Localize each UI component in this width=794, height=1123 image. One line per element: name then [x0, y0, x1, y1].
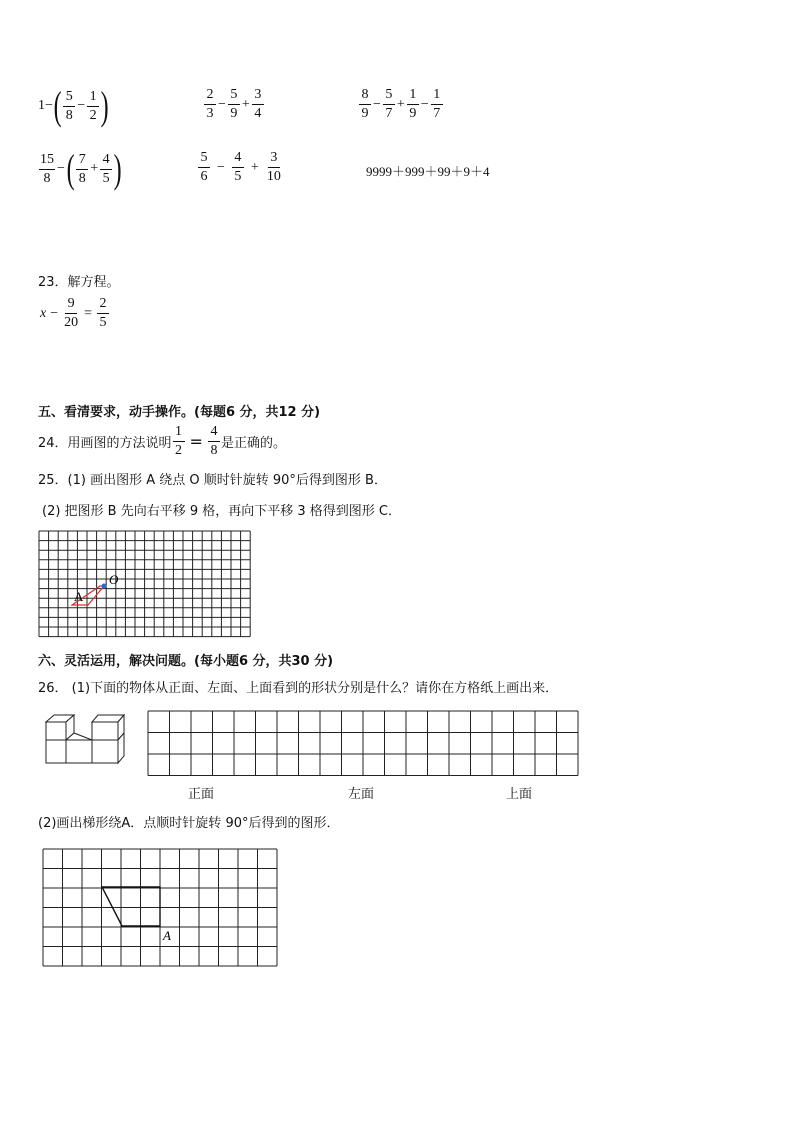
- grid-q25: [38, 530, 254, 640]
- question-26-part-2: (2)画出梯形绕A．点顺时针旋转 90°后得到的图形．: [38, 816, 340, 831]
- fraction: $\frac{5}{7}$: [383, 88, 395, 121]
- fraction: $\frac{4}{8}$: [208, 425, 220, 458]
- fraction: $\frac{4}{5}$: [232, 151, 244, 184]
- expression-1: [38, 83, 109, 128]
- fraction: $\frac{2}{3}$: [204, 88, 216, 121]
- fraction: $\frac{5}{9}$: [228, 88, 240, 121]
- grid-q26-views: [147, 710, 579, 778]
- fraction: $\frac{1}{7}$: [431, 88, 443, 121]
- fraction: $\frac{9}{20}$: [64, 296, 79, 330]
- expression-6: 9999＋999＋99＋9＋4: [366, 164, 490, 179]
- equation-23: x − $\frac{9}{20}$ = $\frac{2}{5}$: [40, 297, 110, 330]
- trapezoid-shape: [102, 887, 160, 926]
- fraction: $\frac{3}{4}$: [252, 88, 264, 121]
- question-25-part-1: 25．(1) 画出图形 A 绕点 O 顺时针旋转 90°后得到图形 B．: [38, 473, 387, 488]
- expression-3: $\frac{8}{9}$ − $\frac{5}{7}$ + $\frac{1}{9}$ − $\frac{1}{7}$: [358, 88, 444, 121]
- grid-q26-trapezoid: [42, 848, 280, 968]
- fraction: $\frac{5}{6}$: [198, 151, 210, 184]
- fraction: $\frac{15}{8}$: [40, 151, 54, 186]
- section-5-heading: 五、看清要求，动手操作。(每题6 分，共12 分): [38, 405, 321, 420]
- parenthesis-group: ( $\frac{7}{8}$ + $\frac{4}{5}$ ): [66, 146, 122, 191]
- fraction: $\frac{7}{8}$: [76, 153, 88, 186]
- fraction: $\frac{4}{5}$: [100, 153, 112, 186]
- label-o: O: [109, 572, 119, 587]
- fraction: $\frac{1}{2}$: [87, 90, 99, 123]
- cube-stack-figure: [44, 712, 126, 768]
- fraction: $\frac{1}{9}$: [407, 88, 419, 121]
- question-24: 24．用画图的方法说明 $\frac{1}{2}$ = $\frac{4}{8}$ 是正确的。: [38, 424, 286, 458]
- label-a-point: A: [163, 928, 171, 943]
- question-25-part-2: (2) 把图形 B 先向右平移 9 格，再向下平移 3 格得到图形 C．: [42, 504, 402, 519]
- point-o: [102, 584, 107, 589]
- label-a: A: [74, 589, 84, 604]
- view-label-front: 正面: [188, 787, 215, 802]
- fraction: $\frac{5}{8}$: [63, 90, 75, 123]
- expression-2: $\frac{2}{3}$ − $\frac{5}{9}$ + $\frac{3}{4}$: [203, 88, 265, 121]
- question-26-part-1: 26． (1)下面的物体从正面、左面、上面看到的形状分别是什么？请你在方格纸上画出来．: [38, 681, 559, 696]
- fraction: $\frac{8}{9}$: [359, 88, 371, 121]
- view-label-top: 上面: [506, 787, 533, 802]
- expr-lead: 1−: [38, 98, 53, 113]
- parenthesis-group: ( $\frac{5}{8}$ − $\frac{1}{2}$ ): [53, 83, 109, 128]
- fraction: $\frac{1}{2}$: [173, 425, 185, 458]
- fraction: $\frac{2}{5}$: [97, 297, 109, 330]
- expression-5: $\frac{5}{6}$ − $\frac{4}{5}$ + $\frac{3}{10}$: [197, 151, 283, 184]
- fraction: $\frac{3}{10}$: [266, 150, 281, 184]
- view-label-left: 左面: [348, 787, 375, 802]
- section-6-heading: 六、灵活运用，解决问题。(每小题6 分，共30 分): [38, 654, 334, 669]
- expression-4: $\frac{15}{8}$ − ( $\frac{7}{8}$ + $\frac{4}{5}$ ): [40, 146, 122, 191]
- question-23-title: 23．解方程。: [38, 275, 120, 290]
